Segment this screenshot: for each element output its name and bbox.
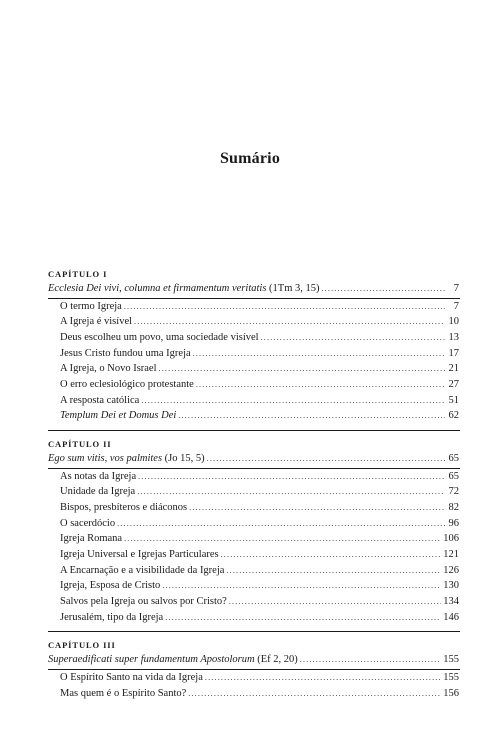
page-number: 126 [443, 564, 459, 576]
dot-leader [134, 314, 445, 330]
dot-leader [261, 330, 445, 346]
entry-title: A Igreja é visível [60, 316, 133, 328]
toc-entry[interactable] [48, 578, 460, 594]
dot-leader [178, 408, 445, 424]
dot-leader [117, 516, 445, 532]
toc-entry[interactable] [48, 547, 460, 563]
toc-entry[interactable] [48, 314, 460, 330]
dot-leader [165, 610, 441, 626]
dot-leader [205, 670, 441, 686]
toc-entry[interactable] [48, 393, 460, 409]
page-title: Sumário [219, 150, 281, 167]
page-number: 17 [448, 347, 459, 359]
entry-title: Unidade da Igreja [60, 486, 136, 498]
page-number: 27 [448, 378, 459, 390]
entry-title: O Espírito Santo na vida da Igreja [60, 671, 203, 683]
page-number: 51 [448, 394, 459, 406]
dot-leader [162, 578, 441, 594]
toc-entry[interactable] [48, 516, 460, 532]
entry-title: Jesus Cristo fundou uma Igreja [60, 347, 191, 359]
page-number: 65 [448, 453, 459, 464]
toc-entry[interactable] [48, 408, 460, 424]
dot-leader [137, 484, 445, 500]
dot-leader [124, 531, 441, 547]
entry-title: Mas quem é o Espírito Santo? [60, 687, 187, 699]
toc-entry[interactable] [48, 346, 460, 362]
page-number: 72 [448, 486, 459, 498]
entry-title: Igreja, Esposa de Cristo [60, 580, 161, 592]
entry-title: A resposta católica [60, 394, 140, 406]
dot-leader [300, 652, 442, 668]
chapter-label: CAPÍTULO II [48, 439, 112, 449]
page-number: 7 [453, 300, 459, 312]
page-number: 134 [443, 596, 459, 607]
chapter-reference: (Ef 2, 20) [254, 654, 298, 666]
table-of-contents [48, 268, 460, 701]
page-number: 106 [443, 533, 459, 545]
toc-entry[interactable] [48, 377, 460, 393]
chapter-heading[interactable] [48, 281, 460, 299]
divider [48, 430, 460, 431]
page-number: 82 [448, 501, 459, 513]
dot-leader [226, 563, 441, 579]
toc-entry[interactable] [48, 563, 460, 579]
chapter-1 [48, 268, 460, 431]
page-number: 155 [443, 654, 459, 666]
dot-leader [188, 686, 441, 702]
page-number: 156 [443, 687, 459, 699]
entry-title: A Encarnação e a visibilidade da Igreja [60, 564, 225, 576]
page-number: 65 [448, 470, 459, 482]
toc-entry[interactable] [48, 500, 460, 516]
toc-entry[interactable] [48, 484, 460, 500]
page-number: 146 [443, 611, 459, 623]
entry-title: O termo Igreja [60, 300, 122, 312]
chapter-heading[interactable] [48, 451, 460, 469]
toc-entry[interactable] [48, 330, 460, 346]
page-number: 155 [443, 671, 459, 683]
entry-title: Jerusalém, tipo da Igreja [60, 611, 164, 623]
chapter-reference: (1Tm 3, 15) [266, 283, 320, 294]
page-number: 96 [448, 517, 459, 529]
entry-title: O sacerdócio [60, 517, 116, 529]
chapter-label: CAPÍTULO I [48, 269, 108, 279]
toc-entry[interactable] [48, 469, 460, 485]
entry-title: Deus escolheu um povo, uma sociedade visível [60, 331, 259, 343]
toc-entry[interactable] [48, 670, 460, 686]
dot-leader [159, 361, 445, 377]
chapter-2 [48, 438, 460, 632]
dot-leader [193, 346, 445, 362]
chapter-title: Ego sum vitis, vos palmites [48, 453, 163, 464]
chapter-3 [48, 639, 460, 701]
dot-leader [221, 547, 442, 563]
chapter-reference: (Jo 15, 5) [162, 453, 205, 464]
entry-title: As notas da Igreja [60, 470, 137, 482]
page-number: 10 [448, 316, 459, 328]
chapter-title: Superaedificati super fundamentum Apostolorum [48, 654, 255, 666]
toc-entry[interactable] [48, 594, 460, 610]
entry-title: Templum Dei et Domus Dei [60, 410, 177, 422]
entry-title: Igreja Universal e Igrejas Particulares [60, 548, 219, 560]
dot-leader [138, 469, 445, 485]
dot-leader [229, 594, 441, 610]
page-number: 121 [443, 548, 459, 560]
toc-entry[interactable] [48, 686, 460, 702]
chapter-label: CAPÍTULO III [48, 640, 116, 651]
entry-title: Igreja Romana [60, 533, 123, 545]
dot-leader [321, 281, 445, 297]
page-number: 130 [443, 580, 459, 592]
page-number: 21 [448, 363, 459, 375]
entry-title: Bispos, presbíteros e diáconos [60, 501, 188, 513]
divider [48, 631, 460, 632]
toc-entry[interactable] [48, 299, 460, 315]
dot-leader [196, 377, 445, 393]
dot-leader [141, 393, 445, 409]
toc-entry[interactable] [48, 531, 460, 547]
chapter-title: Ecclesia Dei vivi, columna et firmamentum veritatis [48, 283, 267, 294]
entry-title: A Igreja, o Novo Israel [60, 363, 157, 375]
page-number: 13 [448, 331, 459, 343]
dot-leader [124, 299, 445, 315]
entry-title: Salvos pela Igreja ou salvos por Cristo? [60, 596, 227, 607]
toc-entry[interactable] [48, 610, 460, 626]
toc-entry[interactable] [48, 361, 460, 377]
entry-title: O erro eclesiológico protestante [60, 378, 194, 390]
dot-leader [207, 451, 445, 467]
page-number: 7 [453, 283, 459, 294]
page-number: 62 [448, 410, 459, 422]
dot-leader [189, 500, 445, 516]
chapter-heading[interactable] [48, 652, 460, 670]
